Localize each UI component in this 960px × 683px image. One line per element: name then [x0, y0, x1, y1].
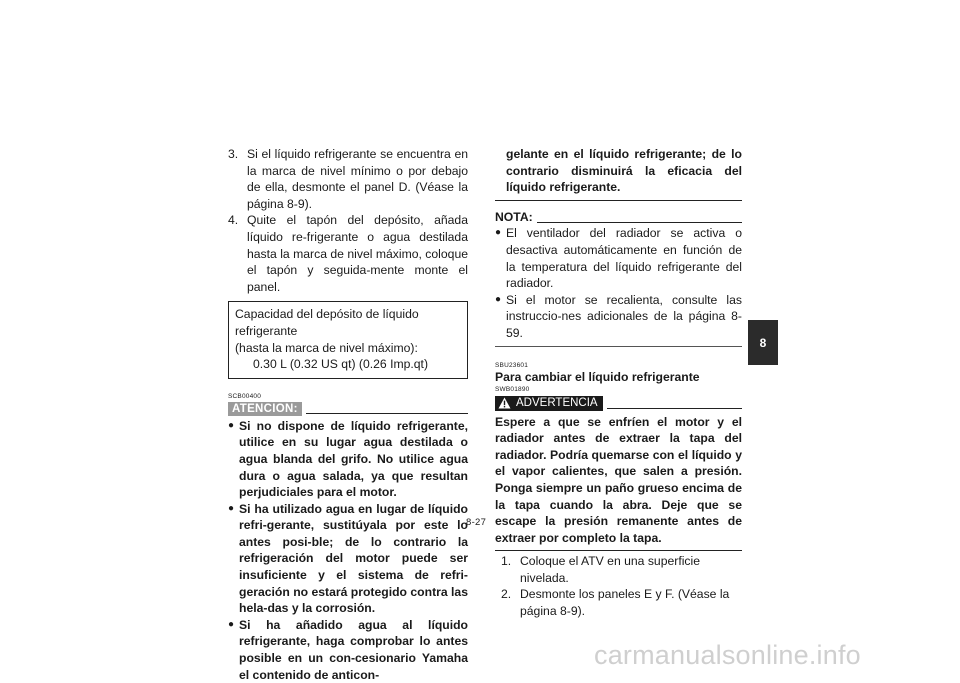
step-text: Desmonte los paneles E y F. (Véase la página 8-9). [520, 587, 730, 619]
left-column [228, 146, 468, 683]
capacity-value: 0.30 L (0.32 US qt) (0.26 Imp.qt) [253, 357, 428, 372]
warning-end-rule [495, 550, 742, 551]
note-label: NOTA: [495, 209, 533, 224]
caution-header [228, 402, 468, 416]
step-item [228, 212, 468, 295]
bullet-icon: ● [495, 227, 502, 239]
step-number: 3. [228, 147, 239, 161]
note-item [495, 292, 742, 342]
warning-header [495, 396, 742, 411]
step-item [495, 586, 742, 619]
steps-list [495, 553, 742, 619]
section-code: SBU23601 [495, 361, 529, 369]
capacity-line1: Capacidad del depósito de líquido refrigerante [235, 307, 419, 338]
note-end-rule [495, 346, 742, 347]
note-item-text: El ventilador del radiador se activa o desactiva automáticamente en función de la temperatura del líquido refrigerante del radiador. [506, 226, 742, 291]
bullet-icon: ● [228, 419, 235, 431]
caution-item [228, 501, 468, 617]
caution-item [228, 617, 468, 683]
caution-continuation: gelante en el líquido refrigerante; de lo contrario disminuirá la eficacia del líquido refrigerante. [506, 147, 742, 195]
caution-item-text: Si no dispone de líquido refrigerante, utilice en su lugar agua destilada o agua blanda del grifo. No utilice agua dura o agua salada, ya que resultan perjudiciales para el motor. [239, 418, 468, 500]
note-item-text: Si el motor se recalienta, consulte las instruccio-nes adicionales de la página 8-59. [506, 292, 742, 340]
warning-triangle-icon [498, 397, 511, 409]
bullet-icon: ● [228, 502, 235, 514]
caution-end-rule [495, 200, 742, 201]
warning-rule [607, 408, 742, 409]
step-item [495, 553, 742, 586]
caution-rule [306, 413, 468, 414]
capacity-box [228, 301, 468, 378]
step-number: 1. [501, 554, 512, 569]
caution-item-text: Si ha añadido agua al líquido refrigerante, haga comprobar lo antes posible en un con-cesionario Yamaha el contenido de anticon- [239, 617, 468, 682]
step-number: 2. [501, 587, 512, 602]
caution-list [228, 418, 468, 683]
warning-label: ADVERTENCIA [516, 396, 598, 409]
note-item [495, 225, 742, 291]
caution-label: ATENCION: [228, 402, 302, 416]
watermark-text: carmanualsonline.info [594, 640, 861, 670]
warning-label-badge [495, 396, 603, 411]
step-text: Quite el tapón del depósito, añada líquido re-frigerante o agua destilada hasta la marca de nivel máximo, coloque el tapón y seguida-mente monte el panel. [247, 213, 468, 294]
right-column [495, 146, 742, 620]
warning-text: Espere a que se enfríen el motor y el radiador antes de extraer la tapa del radiador. Podría quemarse con el líquido y el vapor calientes, que salen a presión. Ponga siempre un paño grueso encima de la tapa cuando la abra. Deje que se escape la presión remanente antes de extraer por completo la tapa. [495, 414, 742, 545]
bullet-icon: ● [495, 293, 502, 305]
caution-item-text: Si ha utilizado agua en lugar de líquido refri-gerante, sustitúyala por este lo antes posi-ble; de lo contrario la refrigeración del motor puede ser insuficiente y el sistema de refri-geración no estará protegido contra las hela-das y la corrosión. [239, 501, 468, 616]
caution-code: SCB00400 [228, 392, 262, 400]
step-number: 4. [228, 213, 239, 228]
step-text: Si el líquido refrigerante se encuentra en la marca de nivel mínimo o por debajo de ella, desmonte el panel D. (Véase la página 8-9). [247, 147, 468, 211]
caution-item [228, 418, 468, 501]
capacity-line2: (hasta la marca de nivel máximo): [235, 340, 418, 355]
warning-code: SWB01890 [495, 385, 530, 393]
bullet-icon: ● [228, 618, 235, 630]
step-text: Coloque el ATV en una superficie nivelada. [520, 554, 700, 585]
step-item [228, 146, 468, 212]
note-header [495, 209, 742, 226]
chapter-tab: 8 [748, 320, 778, 365]
note-rule [537, 222, 742, 223]
section-title: Para cambiar el líquido refrigerante [495, 369, 700, 384]
page-number: 8-27 [466, 517, 487, 528]
